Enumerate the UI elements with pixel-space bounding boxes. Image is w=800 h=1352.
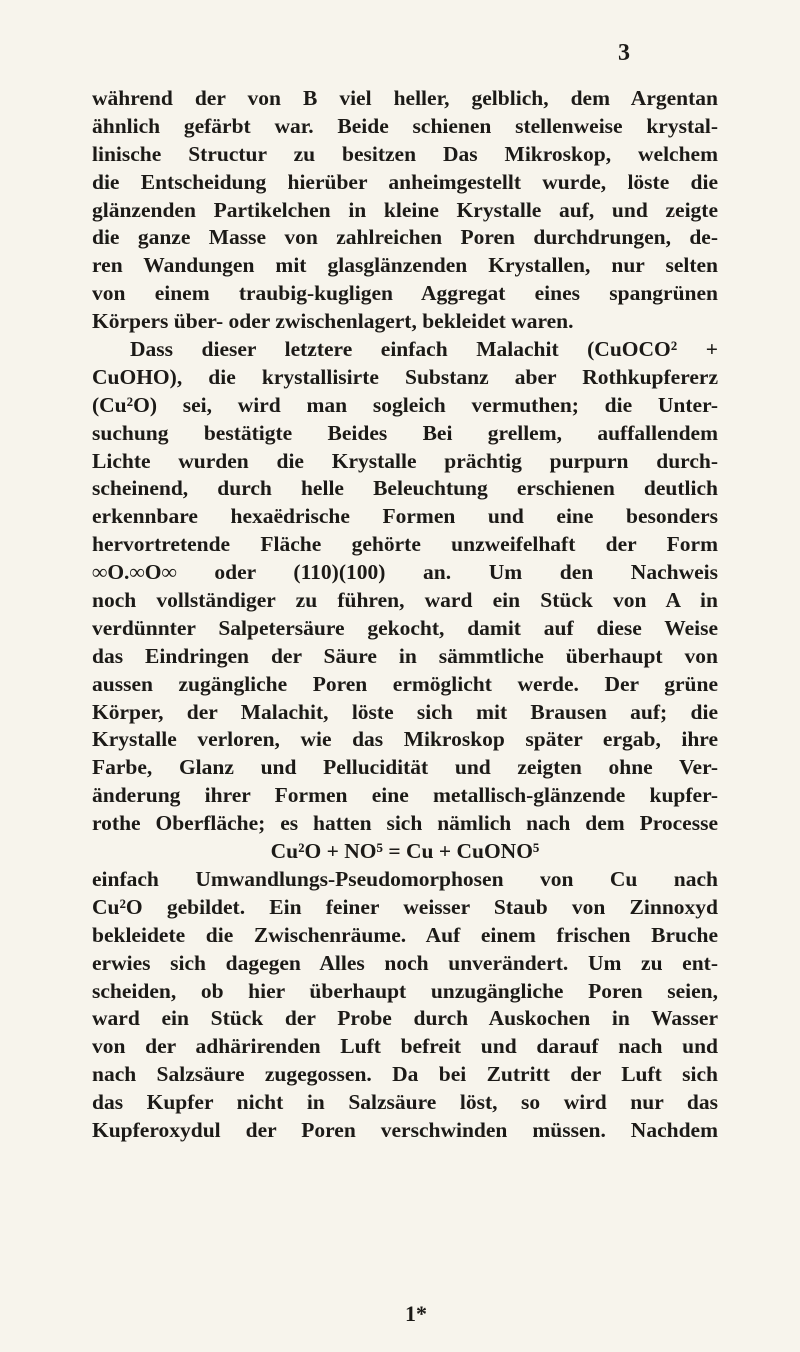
text-line: noch vollständiger zu führen, ward ein Stück von A in (92, 588, 718, 613)
text-line: von einem traubig-kugligen Aggregat eines spangrünen (92, 281, 718, 306)
text-line: während der von B viel heller, gelblich, dem Argentan (92, 86, 718, 110)
text-line: die ganze Masse von zahlreichen Poren durchdrungen, de- (92, 225, 718, 250)
text-line: erwies sich dagegen Alles noch unverändert. Um zu ent- (92, 950, 718, 975)
text-line: CuOHO), die krystallisirte Substanz aber Rothkupfererz (92, 364, 718, 389)
text-line: (Cu²O) sei, wird man sogleich vermuthen; die Unter- (92, 392, 718, 417)
text-line: suchung bestätigte Beides Bei grellem, auffallendem (92, 420, 718, 445)
text-line: verdünnter Salpetersäure gekocht, damit auf diese Weise (92, 615, 718, 640)
signature-mark: 1* (405, 1301, 427, 1326)
text-line: ähnlich gefärbt war. Beide schienen stellenweise krystal- (92, 113, 718, 138)
text-line: Kupferoxydul der Poren verschwinden müssen. Nachdem (92, 1117, 718, 1142)
text-line: erkennbare hexaëdrische Formen und eine besonders (92, 504, 718, 529)
text-line: Dass dieser letztere einfach Malachit (CuOCO² + (130, 337, 718, 362)
text-line: linische Structur zu besitzen Das Mikroskop, welchem (92, 141, 718, 166)
body-text (92, 85, 718, 1145)
text-line: das Kupfer nicht in Salzsäure löst, so wird nur das (92, 1090, 718, 1115)
text-line: das Eindringen der Säure in sämmtliche überhaupt von (92, 643, 718, 668)
text-line: Körper, der Malachit, löste sich mit Brausen auf; die (92, 699, 718, 724)
text-line: Cu²O gebildet. Ein feiner weisser Staub von Zinnoxyd (92, 894, 718, 919)
text-line: von der adhärirenden Luft befreit und darauf nach und (92, 1034, 718, 1059)
text-line: aussen zugängliche Poren ermöglicht werde. Der grüne (92, 671, 718, 696)
text-line: ren Wandungen mit glasglänzenden Krystallen, nur selten (92, 253, 718, 278)
text-line: die Entscheidung hierüber anheimgestellt wurde, löste die (92, 169, 718, 194)
formula-line: Cu²O + NO⁵ = Cu + CuONO⁵ (270, 839, 540, 864)
text-line: Krystalle verloren, wie das Mikroskop später ergab, ihre (92, 727, 718, 752)
text-line: scheinend, durch helle Beleuchtung erschienen deutlich (92, 476, 718, 501)
text-line: Lichte wurden die Krystalle prächtig purpurn durch- (92, 448, 718, 473)
text-line: rothe Oberfläche; es hatten sich nämlich nach dem Processe (92, 811, 718, 836)
text-line: bekleidete die Zwischenräume. Auf einem frischen Bruche (92, 922, 718, 947)
text-line: hervortretende Fläche gehörte unzweifelhaft der Form (92, 532, 718, 557)
text-line: Körpers über- oder zwischenlagert, bekleidet waren. (92, 309, 574, 334)
text-line: Farbe, Glanz und Pellucidität und zeigten ohne Ver- (92, 755, 718, 780)
text-line: nach Salzsäure zugegossen. Da bei Zutritt der Luft sich (92, 1062, 718, 1087)
text-line: änderung ihrer Formen eine metallisch-glänzende kupfer- (92, 783, 718, 808)
text-line: ∞O.∞O∞ oder (110)(100) an. Um den Nachweis (92, 560, 718, 585)
text-line: ward ein Stück der Probe durch Auskochen in Wasser (92, 1006, 718, 1031)
text-line: scheiden, ob hier überhaupt unzugängliche Poren seien, (92, 978, 718, 1003)
text-line: einfach Umwandlungs-Pseudomorphosen von Cu nach (92, 866, 718, 891)
page-number: 3 (618, 40, 630, 66)
text-line: glänzenden Partikelchen in kleine Krystalle auf, und zeigte (92, 197, 718, 222)
